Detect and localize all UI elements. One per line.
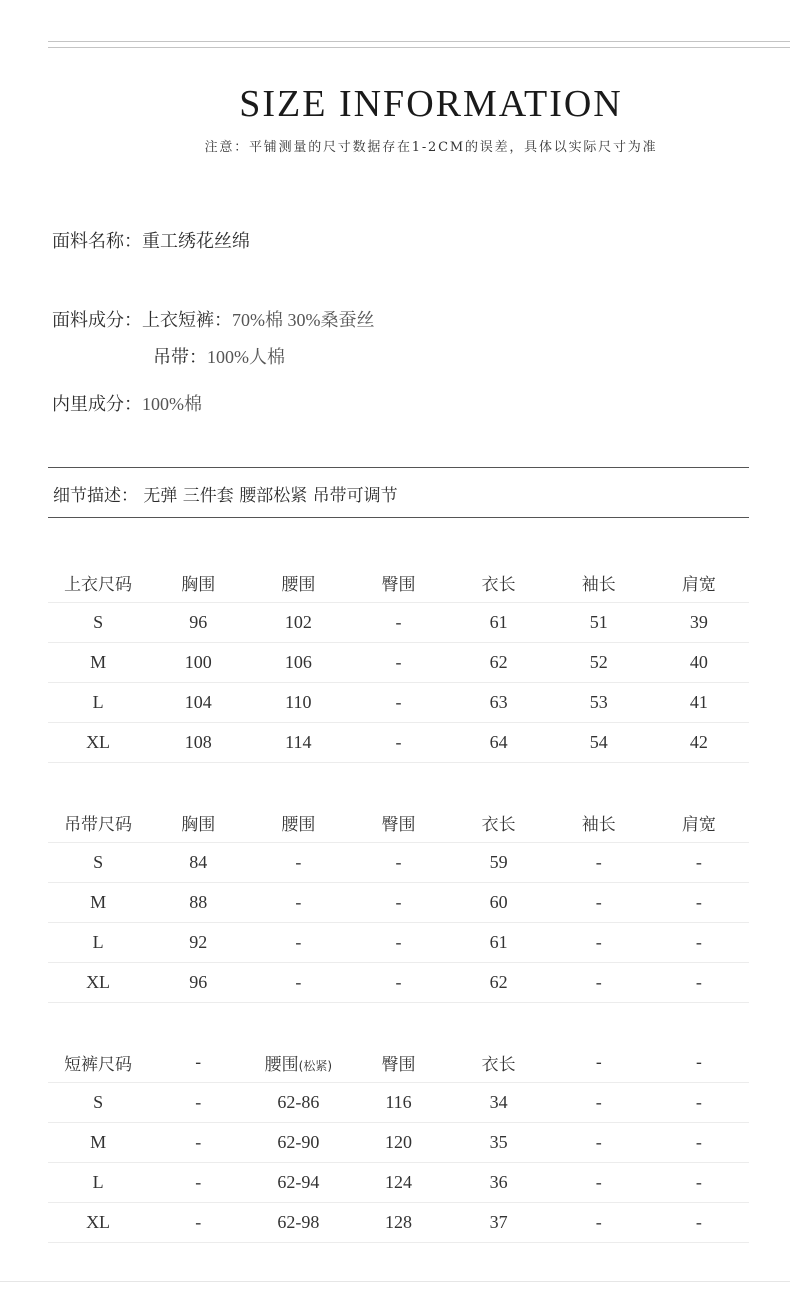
table-cell: - (248, 923, 348, 963)
table-row (48, 643, 749, 683)
header-cell: 肩宽 (649, 563, 749, 603)
table-cell: - (348, 963, 448, 1003)
table-cell: 36 (449, 1163, 549, 1203)
bottom-rule (0, 1281, 790, 1282)
table-cell: 92 (148, 923, 248, 963)
lining-value: 100%棉 (142, 394, 202, 414)
table-cell: 60 (449, 883, 549, 923)
header-cell: 腰围 (248, 803, 348, 843)
table-cell: XL (48, 963, 148, 1003)
page-title: SIZE INFORMATION (239, 83, 623, 125)
table-cell: 61 (449, 923, 549, 963)
table-cell: - (549, 883, 649, 923)
table-row (48, 1203, 749, 1243)
table-cell: 106 (248, 643, 348, 683)
table-cell: S (48, 1083, 148, 1123)
table-cell: - (649, 1163, 749, 1203)
table-cell: 96 (148, 603, 248, 643)
table-cell: - (348, 923, 448, 963)
table-cell: 62-98 (248, 1203, 348, 1243)
composition-1-value: 70%棉 30%桑蚕丝 (232, 310, 375, 330)
waist-elastic-note: (松紧) (298, 1059, 333, 1073)
table-cell: 37 (449, 1203, 549, 1243)
table-cell: - (148, 1083, 248, 1123)
cami-size-table (48, 803, 749, 1003)
composition-2-value: 100%人棉 (207, 347, 285, 367)
header-cell: - (549, 1043, 649, 1083)
table-row (48, 883, 749, 923)
table-cell: 84 (148, 843, 248, 883)
table-cell: - (348, 883, 448, 923)
table-cell: - (549, 1203, 649, 1243)
details-text: 细节描述： 无弹 三件套 腰部松紧 吊带可调节 (53, 486, 398, 506)
table-cell: 100 (148, 643, 248, 683)
table-cell: 64 (449, 723, 549, 763)
table-cell: - (348, 683, 448, 723)
table-cell: 96 (148, 963, 248, 1003)
table-cell: - (649, 883, 749, 923)
header-cell: 衣长 (449, 803, 549, 843)
table-cell: 52 (549, 643, 649, 683)
fabric-composition-row (52, 306, 375, 332)
table-cell: - (348, 723, 448, 763)
table-cell: - (649, 923, 749, 963)
table-cell: - (248, 883, 348, 923)
table-cell: - (348, 603, 448, 643)
table-cell: - (649, 1083, 749, 1123)
composition-2-row (153, 343, 285, 369)
table-row (48, 603, 749, 643)
table-cell: 40 (649, 643, 749, 683)
table-row (48, 923, 749, 963)
table-cell: - (248, 963, 348, 1003)
table-row (48, 1123, 749, 1163)
table-cell: 62-94 (248, 1163, 348, 1203)
table-cell: 51 (549, 603, 649, 643)
table-cell: 53 (549, 683, 649, 723)
table-cell: - (549, 963, 649, 1003)
table-cell: - (549, 1163, 649, 1203)
header-cell: 衣长 (449, 1043, 549, 1083)
header-cell: 臀围 (348, 803, 448, 843)
table-row (48, 723, 749, 763)
header-cell-waist (248, 1043, 348, 1083)
table-cell: 54 (549, 723, 649, 763)
table-header-row (48, 1043, 749, 1083)
lining-label: 内里成分： (52, 394, 142, 415)
table-cell: - (549, 1083, 649, 1123)
header-cell: 臀围 (348, 563, 448, 603)
table-cell: 39 (649, 603, 749, 643)
table-cell: L (48, 683, 148, 723)
fabric-name-value: 重工绣花丝绵 (142, 231, 250, 252)
header-cell: - (148, 1043, 248, 1083)
table-cell: XL (48, 723, 148, 763)
shorts-size-table (48, 1043, 749, 1243)
table-cell: 102 (248, 603, 348, 643)
header-cell: 短裤尺码 (48, 1043, 148, 1083)
table-cell: - (649, 963, 749, 1003)
table-cell: 35 (449, 1123, 549, 1163)
table-cell: 88 (148, 883, 248, 923)
waist-label: 腰围 (264, 1055, 299, 1075)
table-cell: - (649, 1123, 749, 1163)
header-cell: 吊带尺码 (48, 803, 148, 843)
table-cell: 128 (348, 1203, 448, 1243)
table-cell: M (48, 883, 148, 923)
table-cell: 59 (449, 843, 549, 883)
table-header-row (48, 803, 749, 843)
composition-2-prefix: 吊带： (153, 347, 207, 368)
table-cell: S (48, 843, 148, 883)
table-cell: - (549, 1123, 649, 1163)
header-cell: 肩宽 (649, 803, 749, 843)
table-cell: M (48, 643, 148, 683)
table-cell: 110 (248, 683, 348, 723)
header-cell: 袖长 (549, 803, 649, 843)
top-size-table (48, 563, 749, 763)
table-cell: 63 (449, 683, 549, 723)
table-cell: - (649, 1203, 749, 1243)
table-cell: 42 (649, 723, 749, 763)
composition-1-prefix: 上衣短裤： (142, 310, 232, 331)
table-cell: - (148, 1203, 248, 1243)
lining-row (52, 390, 202, 416)
table-cell: 62-86 (248, 1083, 348, 1123)
table-cell: L (48, 923, 148, 963)
header-cell: 衣长 (449, 563, 549, 603)
fabric-composition-label: 面料成分： (52, 310, 142, 331)
table-cell: 108 (148, 723, 248, 763)
table-cell: 104 (148, 683, 248, 723)
table-row (48, 963, 749, 1003)
table-row (48, 683, 749, 723)
table-row (48, 1163, 749, 1203)
table-cell: 61 (449, 603, 549, 643)
measurement-note: 注意：平铺测量的尺寸数据存在1-2CM的误差，具体以实际尺寸为准 (204, 140, 658, 155)
table-cell: M (48, 1123, 148, 1163)
details-band (48, 467, 749, 518)
table-cell: 124 (348, 1163, 448, 1203)
header-cell: - (649, 1043, 749, 1083)
header-cell: 腰围 (248, 563, 348, 603)
table-cell: 34 (449, 1083, 549, 1123)
table-cell: 41 (649, 683, 749, 723)
table-cell: XL (48, 1203, 148, 1243)
table-cell: 120 (348, 1123, 448, 1163)
table-cell: 114 (248, 723, 348, 763)
table-row (48, 1083, 749, 1123)
table-cell: L (48, 1163, 148, 1203)
table-cell: - (549, 923, 649, 963)
table-row (48, 843, 749, 883)
table-cell: - (148, 1123, 248, 1163)
table-cell: - (649, 843, 749, 883)
table-cell: 62 (449, 643, 549, 683)
table-cell: 62 (449, 963, 549, 1003)
header-cell: 袖长 (549, 563, 649, 603)
header-cell: 上衣尺码 (48, 563, 148, 603)
header-cell: 臀围 (348, 1043, 448, 1083)
table-cell: - (348, 643, 448, 683)
table-cell: S (48, 603, 148, 643)
table-cell: - (348, 843, 448, 883)
fabric-name-label: 面料名称： (52, 231, 142, 252)
header-cell: 胸围 (148, 803, 248, 843)
header-cell: 胸围 (148, 563, 248, 603)
fabric-name-row (52, 227, 250, 253)
table-cell: 62-90 (248, 1123, 348, 1163)
table-header-row (48, 563, 749, 603)
table-cell: - (549, 843, 649, 883)
table-cell: 116 (348, 1083, 448, 1123)
table-cell: - (248, 843, 348, 883)
top-double-rule (48, 41, 790, 48)
table-cell: - (148, 1163, 248, 1203)
